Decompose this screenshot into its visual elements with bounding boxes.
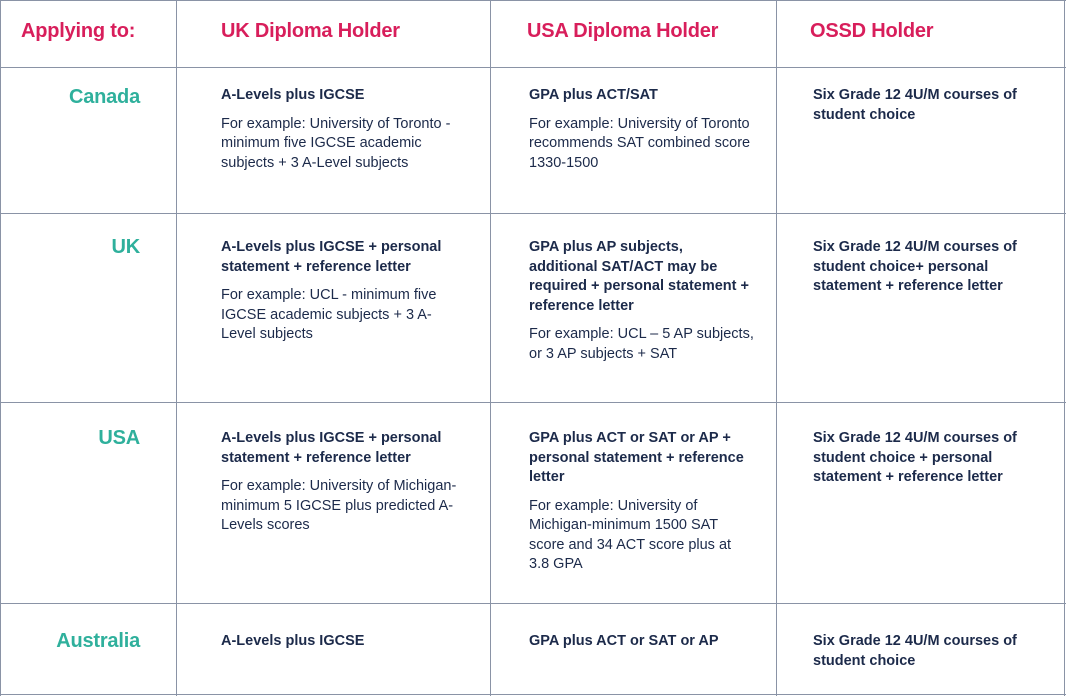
header-usa-diploma-holder: USA Diploma Holder <box>527 20 719 42</box>
header-applying-to: Applying to: <box>21 20 136 42</box>
cell-canada-ossd <box>813 86 1038 134</box>
header-uk-diploma-holder: UK Diploma Holder <box>221 20 400 42</box>
requirement-text: Six Grade 12 4U/M courses of student choice + personal statement + reference letter <box>813 430 1017 485</box>
cell-uk-uk <box>221 238 466 345</box>
requirement-text: A-Levels plus IGCSE + personal statement + reference letter <box>221 430 442 466</box>
column-divider <box>176 0 177 696</box>
requirement-text: GPA plus ACT or SAT or AP <box>529 633 719 649</box>
requirement-text: Six Grade 12 4U/M courses of student choice <box>813 633 1017 669</box>
requirement-text: GPA plus ACT or SAT or AP + personal statement + reference letter <box>529 430 744 485</box>
example-text: For example: University of Michigan-minimum 5 IGCSE plus predicted A-Levels scores <box>221 478 457 533</box>
requirement-text: Six Grade 12 4U/M courses of student choice <box>813 87 1017 123</box>
example-text: For example: University of Toronto - minimum five IGCSE academic subjects + 3 A-Level subjects <box>221 115 451 171</box>
example-text: For example: University of Toronto recommends SAT combined score 1330-1500 <box>529 115 751 171</box>
cell-usa-ossd <box>813 429 1038 497</box>
cell-canada-usa <box>529 86 754 173</box>
row-divider <box>0 402 1066 403</box>
cell-australia-usa <box>529 632 754 661</box>
requirement-text: A-Levels plus IGCSE + personal statement + reference letter <box>221 239 442 275</box>
table-border-bottom <box>0 694 1066 695</box>
column-divider <box>776 0 777 696</box>
header-ossd-holder: OSSD Holder <box>810 20 934 42</box>
row-divider <box>0 213 1066 214</box>
requirement-text: A-Levels plus IGCSE <box>221 87 365 103</box>
example-text: For example: University of Michigan-minimum 1500 SAT score and 34 ACT score plus at 3.8 GPA <box>529 497 732 572</box>
requirement-text: GPA plus AP subjects, additional SAT/ACT may be required + personal statement + reference letter <box>529 239 749 314</box>
example-text: For example: UCL – 5 AP subjects, or 3 AP subjects + SAT <box>529 326 754 362</box>
row-label-usa: USA <box>98 427 140 449</box>
cell-canada-uk <box>221 86 466 173</box>
requirement-text: GPA plus ACT/SAT <box>529 87 658 103</box>
table-border-top <box>0 0 1066 1</box>
row-divider <box>0 603 1066 604</box>
cell-australia-ossd <box>813 632 1038 680</box>
cell-usa-uk <box>221 429 466 536</box>
table-border-left <box>0 0 1 696</box>
row-label-australia: Australia <box>56 630 140 652</box>
column-divider <box>490 0 491 696</box>
cell-uk-usa <box>529 238 754 364</box>
cell-usa-usa <box>529 429 754 575</box>
requirement-text: A-Levels plus IGCSE <box>221 633 365 649</box>
example-text: For example: UCL - minimum five IGCSE academic subjects + 3 A-Level subjects <box>221 287 437 342</box>
row-divider <box>0 67 1066 68</box>
row-label-uk: UK <box>111 236 140 258</box>
cell-uk-ossd <box>813 238 1038 306</box>
cell-australia-uk <box>221 632 466 661</box>
row-label-canada: Canada <box>68 86 140 108</box>
table-border-right <box>1064 0 1065 696</box>
requirement-text: Six Grade 12 4U/M courses of student choice+ personal statement + reference letter <box>813 239 1017 294</box>
